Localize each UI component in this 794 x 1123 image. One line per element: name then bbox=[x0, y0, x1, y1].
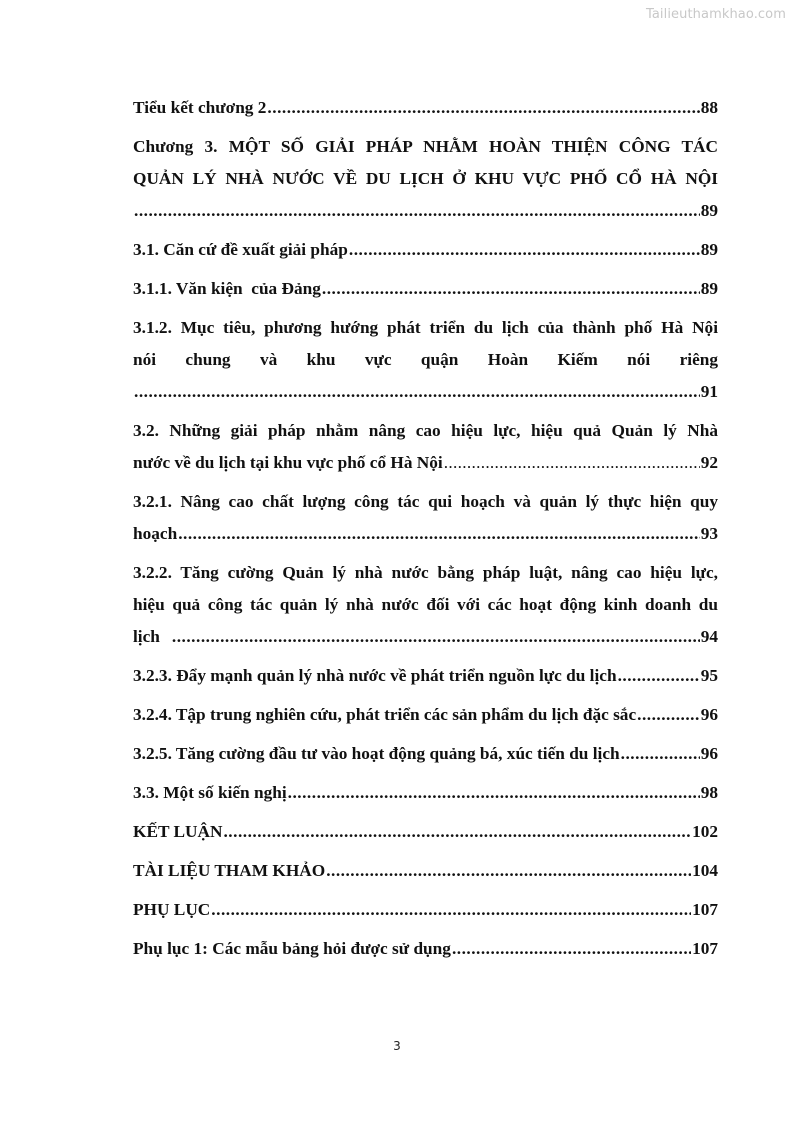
dot-leader bbox=[172, 621, 700, 653]
toc-entry-chuong-3[interactable] bbox=[133, 131, 718, 227]
toc-entry-page: 107 bbox=[692, 900, 718, 919]
dot-leader bbox=[326, 855, 691, 887]
toc-entry-title: KẾT LUẬN bbox=[133, 822, 223, 841]
dot-leader bbox=[223, 816, 691, 848]
toc-entry-title-line: 3.2.2. Tăng cường Quản lý nhà nước bằng pháp luật, nâng cao hiệu lực, bbox=[133, 563, 718, 582]
dot-leader bbox=[322, 273, 700, 305]
toc-entry-title: Phụ lục 1: Các mẫu bảng hỏi được sử dụng bbox=[133, 939, 451, 958]
dot-leader bbox=[134, 376, 700, 408]
toc-entry-title-line: QUẢN LÝ NHÀ NƯỚC VỀ DU LỊCH Ở KHU VỰC PHỐ CỔ HÀ NỘI bbox=[133, 169, 718, 188]
toc-entry-title: 3.3. Một số kiến nghị bbox=[133, 783, 287, 802]
toc-entry-page: 89 bbox=[700, 240, 718, 259]
toc-entry-page: 93 bbox=[700, 524, 718, 543]
toc-entry-phu-luc-1[interactable] bbox=[133, 933, 718, 972]
toc-entry-title-line: lịch bbox=[133, 627, 160, 646]
toc-entry-tieu-ket-chuong-2[interactable] bbox=[133, 92, 718, 131]
toc-entry-3-2-3[interactable] bbox=[133, 660, 718, 699]
toc-entry-title: 3.2.3. Đẩy mạnh quản lý nhà nước về phát triển nguồn lực du lịch bbox=[133, 666, 617, 685]
toc-entry-title: PHỤ LỤC bbox=[133, 900, 211, 919]
toc-entry-3-1-1[interactable] bbox=[133, 273, 718, 312]
toc-entry-title-line: hoạch bbox=[133, 524, 178, 543]
toc-entry-page: 89 bbox=[700, 201, 718, 220]
toc-entry-3-2-5[interactable] bbox=[133, 738, 718, 777]
toc-entry-3-2-1[interactable] bbox=[133, 486, 718, 550]
toc-entry-title: TÀI LIỆU THAM KHẢO bbox=[133, 861, 326, 880]
toc-entry-3-3[interactable] bbox=[133, 777, 718, 816]
toc-entry-page: 95 bbox=[700, 666, 718, 685]
toc-entry-page: 104 bbox=[692, 861, 718, 880]
toc-entry-title-line: hiệu quả công tác quản lý nhà nước đối với các hoạt động kinh doanh du bbox=[133, 595, 718, 614]
toc-entry-title: 3.2.4. Tập trung nghiên cứu, phát triển các sản phẩm du lịch đặc sắc bbox=[133, 705, 637, 724]
toc-entry-3-1-2[interactable] bbox=[133, 312, 718, 408]
toc-entry-title: Tiểu kết chương 2 bbox=[133, 98, 267, 117]
toc-entry-page: 94 bbox=[700, 627, 718, 646]
table-of-contents bbox=[133, 92, 718, 972]
toc-entry-page: 96 bbox=[700, 705, 718, 724]
dot-leader bbox=[452, 933, 691, 965]
dot-leader bbox=[637, 699, 700, 731]
toc-entry-phu-luc[interactable] bbox=[133, 894, 718, 933]
toc-entry-page: 96 bbox=[700, 744, 718, 763]
dot-leader bbox=[211, 894, 691, 926]
dot-leader bbox=[267, 92, 699, 124]
page-number: 3 bbox=[393, 1039, 401, 1053]
toc-entry-title: 3.2.5. Tăng cường đầu tư vào hoạt động quảng bá, xúc tiến du lịch bbox=[133, 744, 620, 763]
toc-entry-3-2-4[interactable] bbox=[133, 699, 718, 738]
dot-leader bbox=[444, 447, 700, 479]
toc-entry-page: 88 bbox=[700, 98, 718, 117]
toc-entry-page: 92 bbox=[700, 453, 718, 472]
toc-entry-title-line: Chương 3. MỘT SỐ GIẢI PHÁP NHẰM HOÀN THIỆN CÔNG TÁC bbox=[133, 137, 718, 156]
toc-entry-tai-lieu-tham-khao[interactable] bbox=[133, 855, 718, 894]
dot-leader bbox=[349, 234, 700, 266]
watermark: Tailieuthamkhao.com bbox=[645, 7, 786, 22]
dot-leader bbox=[621, 738, 700, 770]
toc-entry-title: 3.1.1. Văn kiện của Đảng bbox=[133, 279, 321, 298]
dot-leader bbox=[134, 195, 700, 227]
toc-entry-page: 91 bbox=[700, 382, 718, 401]
toc-entry-page: 98 bbox=[700, 783, 718, 802]
dot-leader bbox=[178, 518, 700, 550]
dot-leader bbox=[618, 660, 700, 692]
toc-entry-title-line: 3.2. Những giải pháp nhằm nâng cao hiệu lực, hiệu quả Quản lý Nhà bbox=[133, 421, 718, 440]
toc-entry-page: 89 bbox=[700, 279, 718, 298]
toc-entry-title-line: nói chung và khu vực quận Hoàn Kiếm nói riêng bbox=[133, 350, 718, 369]
toc-entry-title-line: 3.2.1. Nâng cao chất lượng công tác qui hoạch và quản lý thực hiện quy bbox=[133, 492, 718, 511]
toc-entry-title-line: nước về du lịch tại khu vực phố cổ Hà Nội bbox=[133, 453, 443, 472]
toc-entry-3-2[interactable] bbox=[133, 415, 718, 479]
toc-entry-page: 102 bbox=[692, 822, 718, 841]
toc-entry-3-2-2[interactable] bbox=[133, 557, 718, 653]
dot-leader bbox=[288, 777, 700, 809]
toc-entry-ket-luan[interactable] bbox=[133, 816, 718, 855]
toc-entry-page: 107 bbox=[692, 939, 718, 958]
toc-entry-title-line: 3.1.2. Mục tiêu, phương hướng phát triển du lịch của thành phố Hà Nội bbox=[133, 318, 718, 337]
toc-entry-title: 3.1. Căn cứ đề xuất giải pháp bbox=[133, 240, 348, 259]
toc-entry-3-1[interactable] bbox=[133, 234, 718, 273]
